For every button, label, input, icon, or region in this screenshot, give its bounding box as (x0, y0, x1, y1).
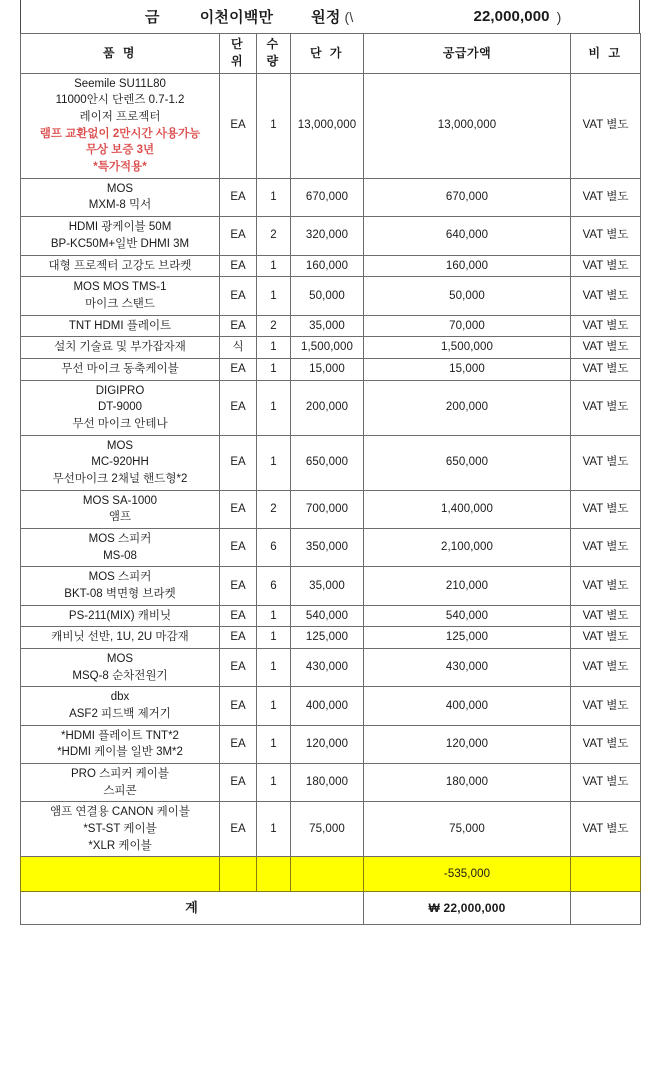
item-name-line: 설치 기술료 및 부가잡자재 (54, 341, 186, 354)
cell-unit: EA (220, 315, 257, 337)
cell-unit-price: 75,000 (291, 802, 364, 857)
cell-adjust-amount: -535,000 (364, 857, 571, 892)
cell-unit: EA (220, 358, 257, 380)
cell-unit-price: 125,000 (291, 627, 364, 649)
cell-item-name (21, 277, 220, 315)
cell-quantity: 6 (257, 567, 291, 605)
cell-supply-amount: 650,000 (364, 435, 571, 490)
cell-item-name (21, 627, 220, 649)
cell-quantity: 2 (257, 217, 291, 255)
item-name-line: 11000안시 단렌즈 0.7-1.2 (55, 94, 185, 107)
cell-unit: EA (220, 178, 257, 216)
cell-supply-amount: 180,000 (364, 763, 571, 801)
item-name-promo-line: 램프 교환없이 2만시간 사용가능 (39, 127, 201, 140)
cell-note: VAT 별도 (571, 687, 641, 725)
cell-item-name (21, 178, 220, 216)
cell-note: VAT 별도 (571, 567, 641, 605)
item-name-line: HDMI 광케이블 50M (68, 221, 172, 234)
item-name-line: MOS 스피커 (88, 532, 152, 545)
item-name-line: 무선마이크 2채널 핸드형*2 (52, 472, 188, 485)
item-name-line: DIGIPRO (95, 384, 145, 397)
cell-supply-amount: 670,000 (364, 178, 571, 216)
column-header-unit: 단 위 (220, 34, 257, 74)
column-header-note: 비 고 (571, 34, 641, 74)
cell-unit-price: 700,000 (291, 490, 364, 528)
cell-unit: EA (220, 255, 257, 277)
total-label: 계 (21, 892, 364, 925)
cell-note: VAT 별도 (571, 725, 641, 763)
item-name-line: *HDMI 플레이트 TNT*2 (61, 729, 179, 742)
cell-note: VAT 별도 (571, 337, 641, 359)
cell-unit-price: 320,000 (291, 217, 364, 255)
cell-unit: EA (220, 217, 257, 255)
cell-quantity: 1 (257, 178, 291, 216)
item-name-line: MOS 스피커 (88, 571, 152, 584)
cell-note: VAT 별도 (571, 315, 641, 337)
cell-note: VAT 별도 (571, 358, 641, 380)
cell-quantity: 6 (257, 528, 291, 566)
cell-note: VAT 별도 (571, 380, 641, 435)
cell-supply-amount: 1,400,000 (364, 490, 571, 528)
cell-note: VAT 별도 (571, 435, 641, 490)
table-row (21, 380, 641, 435)
item-name-line: MXM-8 믹서 (88, 199, 152, 212)
cell-quantity: 1 (257, 255, 291, 277)
cell-unit-price: 670,000 (291, 178, 364, 216)
table-row (21, 178, 641, 216)
item-name-line: ASF2 피드백 제거기 (69, 707, 171, 720)
table-row (21, 490, 641, 528)
cell-note: VAT 별도 (571, 802, 641, 857)
table-row (21, 802, 641, 857)
paren-open: (\ (344, 8, 354, 25)
cell-note: VAT 별도 (571, 528, 641, 566)
cell-note: VAT 별도 (571, 490, 641, 528)
item-name-line: MOS (106, 652, 134, 665)
cell-unit: EA (220, 802, 257, 857)
table-row (21, 567, 641, 605)
cell-unit: EA (220, 277, 257, 315)
item-name-line: BKT-08 벽면형 브라켓 (64, 587, 176, 600)
cell-unit: EA (220, 725, 257, 763)
cell-unit: EA (220, 435, 257, 490)
amount-in-words-banner (20, 0, 640, 33)
cell-supply-amount: 50,000 (364, 277, 571, 315)
item-name-promo-line: 무상 보증 3년 (85, 144, 155, 157)
amount-label: 금 (145, 9, 160, 26)
column-header-name: 품 명 (21, 34, 220, 74)
item-name-line: DT-9000 (97, 401, 143, 414)
item-name-line: MSQ-8 순차전원기 (72, 669, 168, 682)
total-amount: ₩ 22,000,000 (364, 892, 571, 925)
adjustment-row (21, 857, 641, 892)
cell-supply-amount: 125,000 (364, 627, 571, 649)
cell-supply-amount: 120,000 (364, 725, 571, 763)
cell-quantity: 1 (257, 380, 291, 435)
total-note (571, 892, 641, 925)
table-row (21, 763, 641, 801)
cell-item-name (21, 358, 220, 380)
cell-item-name (21, 687, 220, 725)
cell-item-name (21, 490, 220, 528)
cell-supply-amount: 2,100,000 (364, 528, 571, 566)
cell-note: VAT 별도 (571, 627, 641, 649)
cell-unit: EA (220, 380, 257, 435)
table-row (21, 435, 641, 490)
cell-unit: EA (220, 73, 257, 178)
cell-adjust-unit (220, 857, 257, 892)
table-row (21, 528, 641, 566)
cell-unit-price: 13,000,000 (291, 73, 364, 178)
table-row (21, 73, 641, 178)
total-row (21, 892, 641, 925)
amount-in-words: 이천이백만 (199, 9, 274, 26)
cell-quantity: 1 (257, 648, 291, 686)
item-name-line: Seemile SU11L80 (74, 77, 166, 90)
item-name-line: MOS MOS TMS-1 (73, 281, 167, 294)
cell-unit-price: 200,000 (291, 380, 364, 435)
cell-item-name (21, 648, 220, 686)
table-row (21, 315, 641, 337)
cell-note: VAT 별도 (571, 277, 641, 315)
cell-item-name (21, 567, 220, 605)
cell-unit-price: 650,000 (291, 435, 364, 490)
item-name-line: MOS (106, 439, 134, 452)
table-header (21, 34, 641, 74)
table-row (21, 337, 641, 359)
table-row (21, 217, 641, 255)
cell-quantity: 1 (257, 725, 291, 763)
cell-note: VAT 별도 (571, 217, 641, 255)
cell-unit-price: 540,000 (291, 605, 364, 627)
item-name-line: *HDMI 케이블 일반 3M*2 (57, 746, 183, 759)
cell-quantity: 1 (257, 687, 291, 725)
currency-word: 원정 (311, 9, 341, 26)
cell-note: VAT 별도 (571, 605, 641, 627)
cell-supply-amount: 640,000 (364, 217, 571, 255)
cell-note: VAT 별도 (571, 255, 641, 277)
cell-unit-price: 120,000 (291, 725, 364, 763)
cell-unit: EA (220, 763, 257, 801)
cell-item-name (21, 315, 220, 337)
cell-adjust-quantity (257, 857, 291, 892)
cell-unit: EA (220, 627, 257, 649)
item-name-line: 스피콘 (103, 784, 137, 797)
cell-note: VAT 별도 (571, 178, 641, 216)
cell-item-name (21, 217, 220, 255)
cell-quantity: 2 (257, 490, 291, 528)
cell-supply-amount: 160,000 (364, 255, 571, 277)
cell-unit: EA (220, 605, 257, 627)
cell-supply-amount: 400,000 (364, 687, 571, 725)
cell-quantity: 2 (257, 315, 291, 337)
cell-supply-amount: 75,000 (364, 802, 571, 857)
cell-item-name (21, 435, 220, 490)
item-name-line: *ST-ST 케이블 (83, 822, 157, 835)
table-row (21, 725, 641, 763)
table-row (21, 687, 641, 725)
cell-item-name (21, 763, 220, 801)
item-name-line: 무선 마이크 동축케이블 (61, 362, 179, 375)
cell-note: VAT 별도 (571, 763, 641, 801)
cell-note: VAT 별도 (571, 73, 641, 178)
cell-unit-price: 160,000 (291, 255, 364, 277)
paren-close: ) (556, 8, 562, 25)
item-name-line: 대형 프로젝터 고강도 브라켓 (48, 259, 192, 272)
column-header-price: 단 가 (291, 34, 364, 74)
item-name-line: MC-920HH (91, 456, 149, 469)
cell-item-name (21, 73, 220, 178)
cell-supply-amount: 13,000,000 (364, 73, 571, 178)
item-name-line: TNT HDMI 플레이트 (68, 319, 172, 332)
table-row (21, 277, 641, 315)
cell-note: VAT 별도 (571, 648, 641, 686)
cell-item-name (21, 528, 220, 566)
cell-quantity: 1 (257, 802, 291, 857)
table-row (21, 627, 641, 649)
cell-supply-amount: 210,000 (364, 567, 571, 605)
cell-unit: EA (220, 528, 257, 566)
cell-item-name (21, 380, 220, 435)
cell-quantity: 1 (257, 337, 291, 359)
table-row (21, 605, 641, 627)
cell-quantity: 1 (257, 605, 291, 627)
cell-unit: 식 (220, 337, 257, 359)
item-name-line: 앰프 (108, 511, 132, 524)
item-name-line: MOS SA-1000 (82, 494, 158, 507)
cell-unit-price: 15,000 (291, 358, 364, 380)
table-row (21, 255, 641, 277)
item-name-line: 앰프 연결용 CANON 케이블 (50, 806, 190, 819)
cell-unit-price: 35,000 (291, 567, 364, 605)
cell-supply-amount: 430,000 (364, 648, 571, 686)
item-name-line: 마이크 스탠드 (85, 297, 155, 310)
cell-unit: EA (220, 567, 257, 605)
cell-unit-price: 400,000 (291, 687, 364, 725)
item-name-line: BP-KC50M+일반 DHMI 3M (50, 237, 190, 250)
cell-item-name (21, 802, 220, 857)
column-header-qty: 수 량 (257, 34, 291, 74)
cell-quantity: 1 (257, 627, 291, 649)
cell-quantity: 1 (257, 277, 291, 315)
cell-unit-price: 50,000 (291, 277, 364, 315)
cell-unit: EA (220, 648, 257, 686)
cell-supply-amount: 1,500,000 (364, 337, 571, 359)
header-row (21, 34, 641, 74)
cell-item-name (21, 255, 220, 277)
cell-unit-price: 180,000 (291, 763, 364, 801)
cell-unit-price: 35,000 (291, 315, 364, 337)
cell-unit: EA (220, 687, 257, 725)
cell-supply-amount: 70,000 (364, 315, 571, 337)
item-name-line: MS-08 (103, 549, 137, 562)
cell-item-name (21, 725, 220, 763)
cell-unit-price: 1,500,000 (291, 337, 364, 359)
cell-adjust-note (571, 857, 641, 892)
amount-figure: 22,000,000 (473, 8, 550, 25)
cell-quantity: 1 (257, 435, 291, 490)
cell-quantity: 1 (257, 358, 291, 380)
item-name-line: *XLR 케이블 (88, 839, 152, 852)
cell-adjust-name (21, 857, 220, 892)
column-header-amount: 공급가액 (364, 34, 571, 74)
cell-supply-amount: 15,000 (364, 358, 571, 380)
cell-item-name (21, 337, 220, 359)
cell-adjust-unit-price (291, 857, 364, 892)
item-name-line: MOS (106, 182, 134, 195)
item-name-line: dbx (110, 691, 130, 704)
cell-quantity: 1 (257, 763, 291, 801)
items-table (20, 33, 641, 925)
table-row (21, 358, 641, 380)
table-row (21, 648, 641, 686)
item-name-line: PS-211(MIX) 캐비닛 (68, 609, 172, 622)
table-body (21, 73, 641, 925)
cell-supply-amount: 540,000 (364, 605, 571, 627)
cell-unit-price: 350,000 (291, 528, 364, 566)
cell-supply-amount: 200,000 (364, 380, 571, 435)
cell-unit: EA (220, 490, 257, 528)
cell-unit-price: 430,000 (291, 648, 364, 686)
item-name-line: 레이저 프로젝터 (79, 111, 161, 124)
cell-quantity: 1 (257, 73, 291, 178)
item-name-line: PRO 스피커 케이블 (71, 767, 169, 780)
cell-item-name (21, 605, 220, 627)
item-name-line: 무선 마이크 안테나 (72, 417, 168, 430)
item-name-promo-line: *특가적용* (93, 161, 147, 174)
item-name-line: 캐비닛 선반, 1U, 2U 마감재 (51, 631, 189, 644)
